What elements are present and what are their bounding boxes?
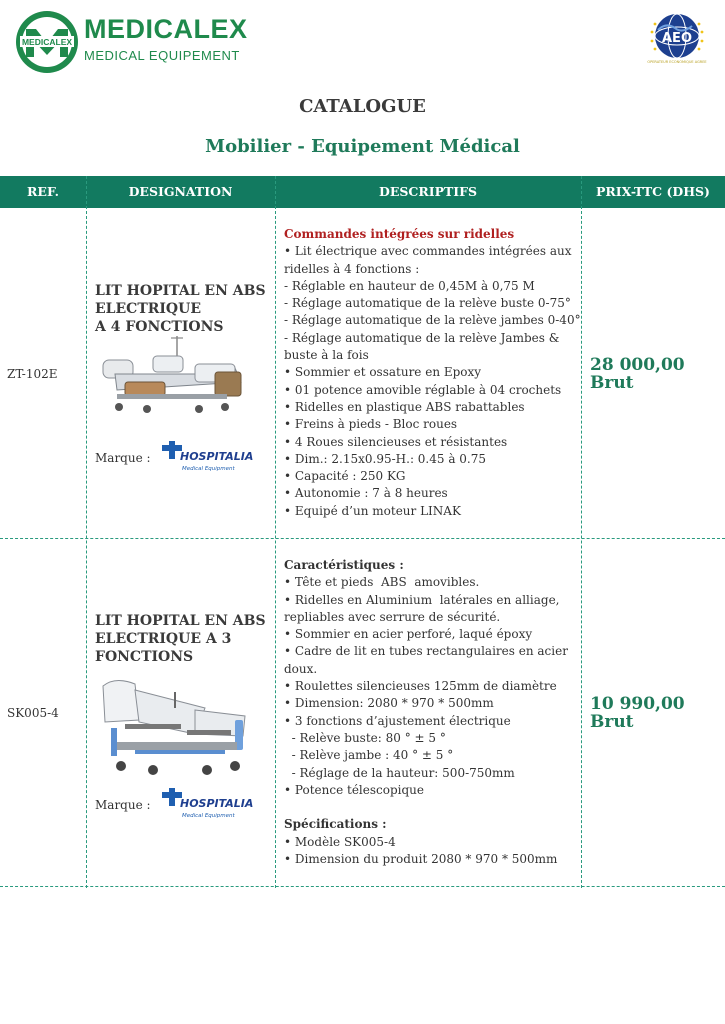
description-line: repliables avec serrure de sécurité. (284, 609, 501, 624)
description-heading: Commandes intégrées sur ridelles (284, 227, 515, 241)
aeo-label: AEO (662, 31, 692, 46)
description-line: • Dimension: 2080 * 970 * 500mm (284, 696, 494, 711)
description-line: - Réglage automatique de la relève Jambes & (284, 330, 560, 345)
row-divider (0, 538, 725, 539)
description-line: - Relève buste: 80 ° ± 5 ° (284, 730, 446, 745)
column-divider (86, 176, 87, 888)
description-line: buste à la fois (284, 348, 369, 363)
product-ref: SK005-4 (7, 706, 59, 720)
description-line: ridelles à 4 fonctions : (284, 261, 420, 276)
brand-subtitle: MEDICAL EQUIPEMENT (84, 48, 240, 63)
description-line: • Tête et pieds ABS amovibles. (284, 575, 480, 590)
designation-line: ELECTRIQUE (95, 301, 202, 317)
column-divider (581, 176, 582, 888)
column-header-price: PRIX-TTC (DHS) (596, 184, 710, 199)
medicalex-logo (14, 9, 80, 75)
designation-line: ELECTRIQUE A 3 (95, 631, 232, 647)
brand-name: MEDICALEX (84, 14, 248, 44)
description-line: - Réglage de la hauteur: 500-750mm (284, 765, 515, 780)
brand-subtext: Medical Equipment (182, 813, 235, 819)
description-line: - Relève jambe : 40 ° ± 5 ° (284, 748, 454, 763)
product-description (284, 557, 568, 868)
designation-line: A 4 FONCTIONS (95, 319, 224, 335)
marque-label: Marque : (95, 798, 151, 812)
description-line: • Ridelles en plastique ABS rabattables (284, 399, 525, 414)
description-line: • 3 fonctions d’ajustement électrique (284, 713, 511, 728)
specification-line: • Dimension du produit 2080 * 970 * 500mm (284, 852, 558, 867)
description-line: - Réglable en hauteur de 0,45M à 0,75 M (284, 278, 535, 293)
description-heading: Caractéristiques : (284, 558, 404, 572)
brand-text: HOSPITALIA (180, 797, 254, 810)
description-line: - Réglage automatique de la relève jambes 0-40° (284, 313, 581, 328)
description-line: • Sommier en acier perforé, laqué époxy (284, 627, 533, 642)
catalogue-title: CATALOGUE (299, 96, 426, 117)
specification-line: • Modèle SK005-4 (284, 834, 396, 849)
catalogue-subtitle: Mobilier - Equipement Médical (205, 136, 520, 157)
column-header-ref: REF. (27, 184, 59, 199)
product-designation (95, 282, 266, 336)
product-description (284, 226, 581, 520)
hospitalia-brand-logo (160, 788, 254, 824)
aeo-globe-logo (642, 8, 712, 76)
hospitalia-brand-logo (160, 441, 254, 477)
price-value: 10 990,00 (590, 694, 685, 714)
product-image-hospital-bed (95, 670, 260, 780)
page-header (0, 0, 725, 90)
marque-label: Marque : (95, 451, 151, 465)
product-price (590, 695, 685, 731)
description-line: doux. (284, 661, 318, 676)
specifications-heading: Spécifications : (284, 817, 387, 832)
description-line: • Roulettes silencieuses 125mm de diamètre (284, 679, 557, 694)
price-unit: Brut (590, 373, 634, 393)
aeo-caption: OPERATEUR ECONOMIQUE AGREE (647, 60, 707, 64)
description-line: • Potence télescopique (284, 782, 424, 797)
row-divider (0, 886, 725, 887)
product-image-hospital-bed (95, 334, 250, 416)
description-line: • Autonomie : 7 à 8 heures (284, 486, 448, 501)
designation-line: FONCTIONS (95, 649, 194, 665)
description-line: • Sommier et ossature en Epoxy (284, 365, 482, 380)
product-ref: ZT-102E (7, 367, 58, 381)
price-unit: Brut (590, 712, 634, 732)
brand-text: HOSPITALIA (180, 450, 254, 463)
column-divider (275, 176, 276, 888)
product-price (590, 356, 685, 392)
description-line: • Dim.: 2.15x0.95-H.: 0.45 à 0.75 (284, 451, 487, 466)
designation-line: LIT HOPITAL EN ABS (95, 613, 266, 629)
price-value: 28 000,00 (590, 355, 685, 375)
product-designation (95, 612, 266, 666)
description-line: • Cadre de lit en tubes rectangulaires en acier (284, 644, 568, 659)
description-line: • 4 Roues silencieuses et résistantes (284, 434, 508, 449)
description-line: - Réglage automatique de la relève buste 0-75° (284, 296, 571, 311)
description-line: • Capacité : 250 KG (284, 469, 406, 484)
column-header-descriptifs: DESCRIPTIFS (378, 184, 478, 199)
table-header (0, 176, 725, 208)
description-line: • Ridelles en Aluminium latérales en alliage, (284, 592, 560, 607)
spacer (284, 799, 568, 816)
designation-line: LIT HOPITAL EN ABS (95, 283, 266, 299)
description-line: • Freins à pieds - Bloc roues (284, 417, 458, 432)
brand-block (84, 14, 248, 63)
description-line: • 01 potence amovible réglable à 04 crochets (284, 382, 562, 397)
description-line: • Equipé d’un moteur LINAK (284, 503, 461, 518)
logo-text: MEDICALEX (21, 37, 73, 47)
column-header-designation: DESIGNATION (128, 184, 233, 199)
description-line: • Lit électrique avec commandes intégrées aux (284, 244, 572, 259)
brand-subtext: Medical Equipment (182, 466, 235, 472)
